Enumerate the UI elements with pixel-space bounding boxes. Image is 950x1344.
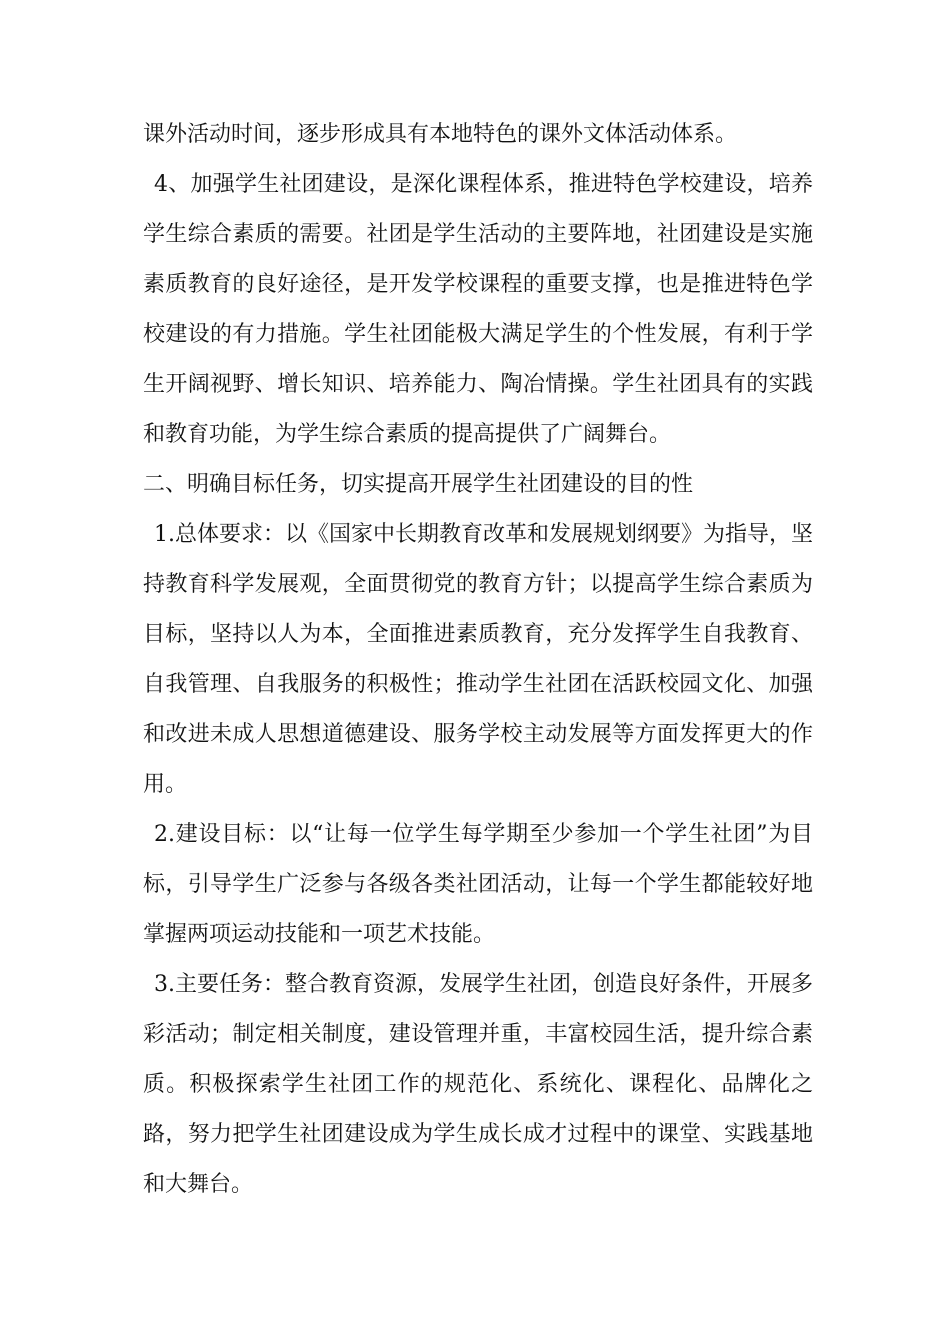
section-heading: 二、明确目标任务，切实提高开展学生社团建设的目的性 <box>143 472 694 497</box>
document-body <box>143 110 813 1210</box>
paragraph-item-4: 4、加强学生社团建设，是深化课程体系，推进特色学校建设，培养学生综合素质的需要。社团是学生活动的主要阵地，社团建设是实施素质教育的良好途径，是开发学校课程的重要支撑，也是推进特色学校建设的有力措施。学生社团能极大满足学生的个性发展，有利于学生开阔视野、增长知识、培养能力、陶冶情操。学生社团具有的实践和教育功能，为学生综合素质的提高提供了广阔舞台。 <box>143 172 813 447</box>
paragraph-construction-goal: 2.建设目标：以“让每一位学生每学期至少参加一个学生社团”为目标，引导学生广泛参与各级各类社团活动，让每一个学生都能较好地掌握两项运动技能和一项艺术技能。 <box>143 822 813 947</box>
paragraph-continuation: 课外活动时间，逐步形成具有本地特色的课外文体活动体系。 <box>143 122 738 147</box>
paragraph-overall-requirements: 1.总体要求：以《国家中长期教育改革和发展规划纲要》为指导，坚持教育科学发展观，全面贯彻党的教育方针；以提高学生综合素质为目标，坚持以人为本，全面推进素质教育，充分发挥学生自我教育、自我管理、自我服务的积极性；推动学生社团在活跃校园文化、加强和改进未成人思想道德建设、服务学校主动发展等方面发挥更大的作用。 <box>143 522 813 797</box>
paragraph-main-tasks: 3.主要任务：整合教育资源，发展学生社团，创造良好条件，开展多彩活动；制定相关制度，建设管理并重，丰富校园生活，提升综合素质。积极探索学生社团工作的规范化、系统化、课程化、品牌化之路，努力把学生社团建设成为学生成长成才过程中的课堂、实践基地和大舞台。 <box>143 972 813 1197</box>
